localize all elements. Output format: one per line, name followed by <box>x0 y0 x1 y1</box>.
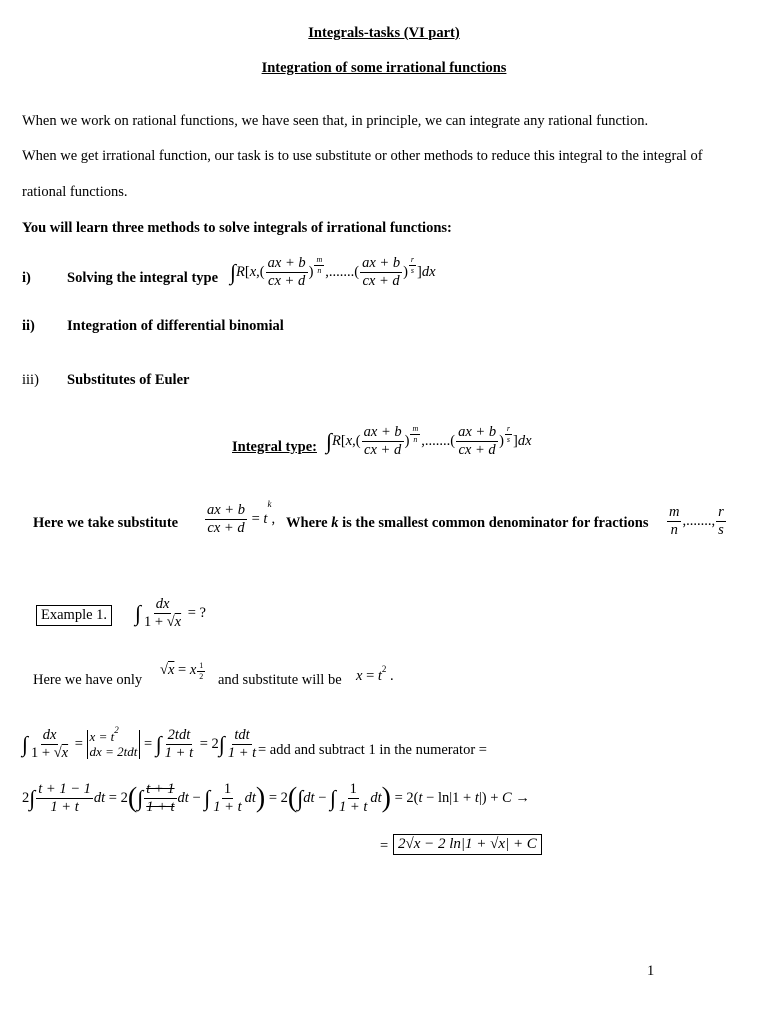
sqrt-expression: √x = x $\frac{1}{2}$ <box>160 661 204 682</box>
final-answer: 2√x − 2 ln|1 + √x| + C <box>393 834 542 855</box>
rest-text: is the smallest common denominator for fractions <box>342 515 649 531</box>
method-label-2: Integration of differential binomial <box>67 318 284 334</box>
substitute-text: Here we take substitute <box>33 515 179 531</box>
example-line1b: and substitute will be <box>218 672 342 688</box>
page-number: 1 <box>647 963 655 979</box>
method-1-formula: ∫R[x,( $\frac{ax + b}{cx + d}$ ) $\frac{m}{n}$ ,.......( $\frac{ax + b}{cx + d}$ ) $\frac{r}{s}$ ]dx <box>230 255 436 290</box>
method-number-2: ii) <box>22 318 35 334</box>
substitution-expression: $x = t^2$ . <box>356 664 394 684</box>
methods-intro: You will learn three methods to solve integrals of irrational functions: <box>22 220 452 236</box>
where-text: Where <box>286 515 328 531</box>
page-subtitle: Integration of some irrational functions <box>261 60 507 76</box>
fractions-list: $\frac{m}{n}$ ,......., $\frac{r}{s}$ <box>669 504 724 539</box>
intro-paragraph-2a: When we get irrational function, our task is to use substitute or other methods to reduce this integral to the integral of <box>22 148 703 164</box>
final-equals: = <box>380 838 389 854</box>
example-label: Example 1. <box>36 605 112 626</box>
derivation-line-1: ∫ $\frac{dx}{1 + √x}$ = $x = t^2$ dx = 2tdt = ∫ $\frac{\text{2tdt}}{1 + t}$ = 2∫ $\frac{\text{tdt}}{1 + t}$ <box>22 725 257 762</box>
method-number-1: i) <box>22 270 31 286</box>
example-line1a: Here we have only <box>33 672 143 688</box>
method-label-3: Substitutes of Euler <box>67 372 190 388</box>
method-label-1: Solving the integral type <box>67 270 219 286</box>
derivation-line-2: 2∫ $\frac{t + 1 - 1}{1 + t}$ dt = 2(∫ $\frac{t + 1}{1 + t}$ dt − ∫ $\frac{1}{1 + t}$ dt) = 2(∫dt − ∫ $\frac{1}{1 + t}$ dt) = 2(t − ln|1 + t|) + C → <box>22 781 530 816</box>
numerator-note: = add and subtract 1 in the numerator = <box>258 742 487 758</box>
page-title: Integrals-tasks (VI part) <box>308 25 460 41</box>
section-formula: ∫R[x,( $\frac{ax + b}{cx + d}$ ) $\frac{m}{n}$ ,.......( $\frac{ax + b}{cx + d}$ ) $\frac{r}{s}$ ]dx <box>326 424 532 459</box>
where-line <box>286 515 648 532</box>
intro-paragraph-1: When we work on rational functions, we have seen that, in principle, we can integrate any rational function. <box>22 113 649 129</box>
substitute-formula: $\frac{ax + b}{cx + d}$ = $t^k$, <box>207 499 276 537</box>
intro-paragraph-2b: rational functions. <box>22 184 128 200</box>
example-integral: ∫ $\frac{dx}{1 + √x}$ = ? <box>135 596 206 631</box>
k-variable: k <box>331 515 339 531</box>
section-heading: Integral type: <box>232 439 317 455</box>
method-number-3: iii) <box>22 372 39 388</box>
